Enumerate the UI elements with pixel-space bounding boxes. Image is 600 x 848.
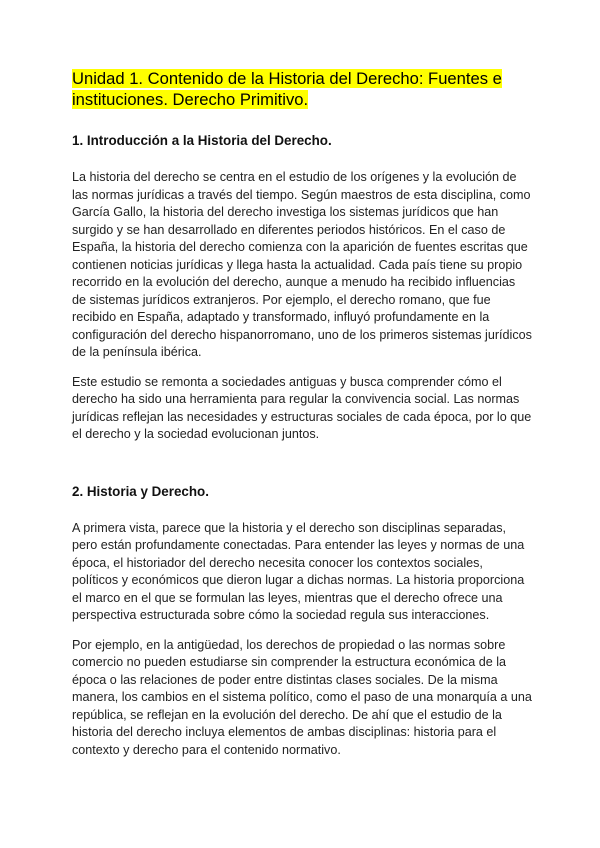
unit-title [72,68,532,110]
section-2-paragraph-1: A primera vista, parece que la historia y el derecho son disciplinas separadas, pero están profundamente conectadas. Para entender las leyes y normas de una época, el historiador del derecho necesita conocer los contextos sociales, políticos y económicos que dieron lugar a dichas normas. La historia proporciona el marco en el que se formulan las leyes, mientras que el derecho ofrece una perspectiva estructurada sobre cómo la sociedad regula sus interacciones. [72,520,525,622]
unit-title-line-1: Unidad 1. Contenido de la Historia del Derecho: Fuentes e [72,69,502,88]
unit-title-line-2: instituciones. Derecho Primitivo. [72,90,309,109]
document-content [72,68,532,759]
section-2-heading: 2. Historia y Derecho. [72,483,209,499]
section-2-paragraph-2: Por ejemplo, en la antigüedad, los derechos de propiedad o las normas sobre comercio no pueden estudiarse sin comprender la estructura económica de la época o las relaciones de poder entre distintas clases sociales. De la misma manera, los cambios en el sistema político, como el paso de una monarquía a una república, se reflejan en la evolución del derecho. De ahí que el estudio de la historia del derecho incluya elementos de ambas disciplinas: historia para el contexto y derecho para el contenido normativo. [72,637,532,757]
section-1-paragraph-1: La historia del derecho se centra en el estudio de los orígenes y la evolución de las normas jurídicas a través del tiempo. Según maestros de esta disciplina, como García Gallo, la historia del derecho investiga los sistemas jurídicos que han surgido y se han desarrollado en diferentes periodos históricos. En el caso de España, la historia del derecho comienza con la aparición de fuentes escritas que contienen noticias jurídicas y llega hasta la actualidad. Cada país tiene su propio recorrido en la evolución del derecho, aunque a menudo ha recibido influencias de sistemas jurídicos extranjeros. Por ejemplo, el derecho romano, que fue recibido en España, adaptado y transformado, influyó profundamente en la configuración del derecho hispanorromano, uno de los primeros sistemas jurídicos de la península ibérica. [72,170,532,359]
section-1-paragraph-2: Este estudio se remonta a sociedades antiguas y busca comprender cómo el derecho ha sido una herramienta para regular la convivencia social. Las normas jurídicas reflejan las necesidades y estructuras sociales de cada época, por lo que el derecho y la sociedad evolucionan juntos. [72,374,532,441]
section-1-heading: 1. Introducción a la Historia del Derecho. [72,133,332,148]
